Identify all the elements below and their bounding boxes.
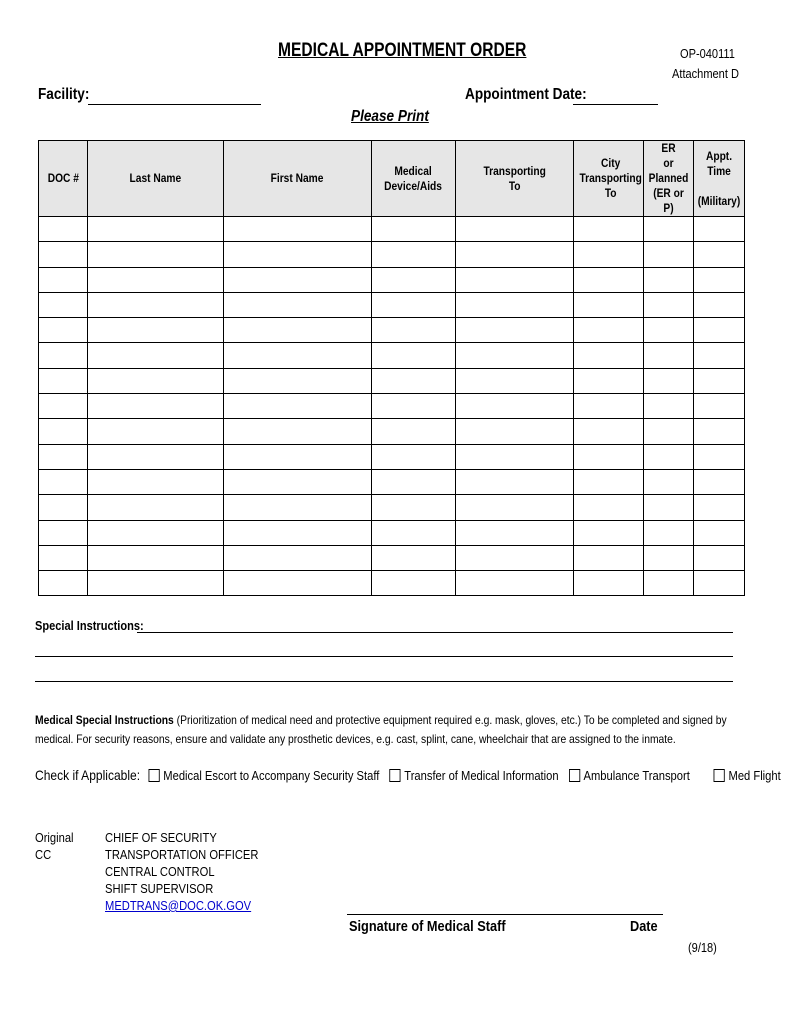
transfer-info-checkbox[interactable] <box>390 769 401 782</box>
table-cell[interactable] <box>39 242 88 267</box>
table-cell[interactable] <box>372 520 456 545</box>
check-if-applicable <box>35 767 786 783</box>
please-print-note: Please Print <box>351 108 429 125</box>
table-cell[interactable] <box>88 217 224 242</box>
table-cell[interactable] <box>456 368 574 393</box>
attachment-label: Attachment D <box>672 66 739 81</box>
table-cell[interactable] <box>372 394 456 419</box>
table-cell[interactable] <box>574 267 644 292</box>
recipient-chief-security: CHIEF OF SECURITY <box>105 830 217 845</box>
table-cell[interactable] <box>372 571 456 596</box>
table-row <box>39 292 745 317</box>
table-cell[interactable] <box>88 571 224 596</box>
medical-special-instructions <box>35 711 740 749</box>
special-instructions-line-3[interactable] <box>35 681 733 682</box>
table-cell[interactable] <box>224 242 372 267</box>
table-cell[interactable] <box>574 495 644 520</box>
table-row <box>39 267 745 292</box>
med-flight-label: Med Flight <box>728 767 781 783</box>
table-cell[interactable] <box>644 217 694 242</box>
table-cell[interactable] <box>694 394 745 419</box>
table-cell[interactable] <box>694 267 745 292</box>
col-medical-device: Medical Device/Aids <box>372 141 456 217</box>
table-cell[interactable] <box>88 520 224 545</box>
table-cell[interactable] <box>372 469 456 494</box>
recipient-central-control: CENTRAL CONTROL <box>105 864 215 879</box>
table-cell[interactable] <box>224 520 372 545</box>
table-cell[interactable] <box>456 394 574 419</box>
table-cell[interactable] <box>694 571 745 596</box>
revision-label: (9/18) <box>688 940 717 955</box>
col-transporting-to: Transporting To <box>456 141 574 217</box>
table-row <box>39 545 745 570</box>
table-cell[interactable] <box>574 444 644 469</box>
table-cell[interactable] <box>694 469 745 494</box>
col-doc-number: DOC # <box>39 141 88 217</box>
table-row <box>39 495 745 520</box>
table-cell[interactable] <box>644 495 694 520</box>
table-cell[interactable] <box>644 368 694 393</box>
facility-label: Facility: <box>38 86 90 103</box>
table-cell[interactable] <box>644 571 694 596</box>
table-cell[interactable] <box>694 292 745 317</box>
special-instructions-label: Special Instructions: <box>35 618 144 633</box>
appointment-date-label: Appointment Date: <box>465 86 587 103</box>
table-cell[interactable] <box>644 267 694 292</box>
table-cell[interactable] <box>39 419 88 444</box>
table-cell[interactable] <box>644 469 694 494</box>
table-cell[interactable] <box>39 318 88 343</box>
table-cell[interactable] <box>224 267 372 292</box>
table-row <box>39 318 745 343</box>
table-cell[interactable] <box>372 419 456 444</box>
table-cell[interactable] <box>224 318 372 343</box>
table-cell[interactable] <box>88 469 224 494</box>
table-cell[interactable] <box>694 368 745 393</box>
table-cell[interactable] <box>372 343 456 368</box>
table-cell[interactable] <box>372 368 456 393</box>
table-row <box>39 419 745 444</box>
table-row <box>39 343 745 368</box>
table-cell[interactable] <box>224 368 372 393</box>
table-cell[interactable] <box>456 217 574 242</box>
table-cell[interactable] <box>456 469 574 494</box>
table-cell[interactable] <box>456 292 574 317</box>
table-cell[interactable] <box>224 469 372 494</box>
table-cell[interactable] <box>644 520 694 545</box>
table-cell[interactable] <box>694 520 745 545</box>
table-cell[interactable] <box>456 545 574 570</box>
table-row <box>39 394 745 419</box>
table-cell[interactable] <box>574 343 644 368</box>
facility-field[interactable] <box>88 104 261 105</box>
table-cell[interactable] <box>372 242 456 267</box>
table-cell[interactable] <box>88 394 224 419</box>
table-cell[interactable] <box>88 242 224 267</box>
table-cell[interactable] <box>224 545 372 570</box>
table-cell[interactable] <box>644 419 694 444</box>
table-cell[interactable] <box>644 343 694 368</box>
table-cell[interactable] <box>574 368 644 393</box>
table-cell[interactable] <box>694 495 745 520</box>
original-label: Original <box>35 830 74 845</box>
special-instructions-line-2[interactable] <box>35 656 733 657</box>
table-cell[interactable] <box>456 444 574 469</box>
transfer-info-label: Transfer of Medical Information <box>404 767 559 783</box>
table-cell[interactable] <box>456 267 574 292</box>
table-cell[interactable] <box>372 495 456 520</box>
table-cell[interactable] <box>456 419 574 444</box>
table-cell[interactable] <box>39 495 88 520</box>
table-cell[interactable] <box>88 419 224 444</box>
ambulance-label: Ambulance Transport <box>583 767 690 783</box>
table-cell[interactable] <box>224 495 372 520</box>
table-cell[interactable] <box>88 292 224 317</box>
table-cell[interactable] <box>372 318 456 343</box>
appointment-date-field[interactable] <box>573 104 658 105</box>
table-cell[interactable] <box>574 571 644 596</box>
table-cell[interactable] <box>456 571 574 596</box>
check-label: Check if Applicable: <box>35 767 141 783</box>
table-cell[interactable] <box>39 292 88 317</box>
table-cell[interactable] <box>574 292 644 317</box>
table-cell[interactable] <box>88 267 224 292</box>
col-er-or-planned: ER or Planned (ER or P) <box>644 141 694 217</box>
table-cell[interactable] <box>88 444 224 469</box>
table-cell[interactable] <box>694 545 745 570</box>
table-cell[interactable] <box>224 217 372 242</box>
table-cell[interactable] <box>574 545 644 570</box>
table-cell[interactable] <box>694 318 745 343</box>
table-cell[interactable] <box>224 571 372 596</box>
table-row <box>39 571 745 596</box>
medical-special-text: (Prioritization of medical need and protective equipment required e.g. mask, gloves, etc.) To be completed and signed by medical. For security reasons, ensure and validate any prosthetic devices, e.g. cast, splint, cane, wheelchair that are assigned to the inmate. <box>35 713 727 746</box>
col-appt-time: Appt. Time (Military) <box>694 141 745 217</box>
medical-escort-checkbox[interactable] <box>149 769 160 782</box>
table-row <box>39 242 745 267</box>
table-header-row <box>39 141 745 217</box>
signature-label: Signature of Medical Staff <box>349 918 506 935</box>
table-cell[interactable] <box>88 318 224 343</box>
table-cell[interactable] <box>694 343 745 368</box>
table-cell[interactable] <box>224 419 372 444</box>
table-cell[interactable] <box>224 292 372 317</box>
table-row <box>39 520 745 545</box>
medtrans-email-link[interactable]: MEDTRANS@DOC.OK.GOV <box>105 898 252 913</box>
table-cell[interactable] <box>456 343 574 368</box>
appointment-table <box>38 140 745 596</box>
cc-label: CC <box>35 847 52 862</box>
table-cell[interactable] <box>224 343 372 368</box>
table-cell[interactable] <box>694 419 745 444</box>
table-cell[interactable] <box>39 469 88 494</box>
ambulance-checkbox[interactable] <box>569 769 580 782</box>
table-cell[interactable] <box>39 267 88 292</box>
table-cell[interactable] <box>39 571 88 596</box>
recipient-shift-supervisor: SHIFT SUPERVISOR <box>105 881 214 896</box>
table-row <box>39 217 745 242</box>
table-cell[interactable] <box>644 292 694 317</box>
table-row <box>39 469 745 494</box>
table-cell[interactable] <box>372 267 456 292</box>
table-cell[interactable] <box>372 444 456 469</box>
table-cell[interactable] <box>574 520 644 545</box>
table-cell[interactable] <box>644 394 694 419</box>
table-cell[interactable] <box>224 394 372 419</box>
table-cell[interactable] <box>88 368 224 393</box>
col-last-name: Last Name <box>88 141 224 217</box>
col-city: City Transporting To <box>574 141 644 217</box>
table-cell[interactable] <box>372 217 456 242</box>
table-cell[interactable] <box>372 292 456 317</box>
med-flight-checkbox[interactable] <box>714 769 725 782</box>
table-cell[interactable] <box>644 444 694 469</box>
recipient-transportation: TRANSPORTATION OFFICER <box>105 847 259 862</box>
medical-special-label: Medical Special Instructions <box>35 713 174 727</box>
table-cell[interactable] <box>456 242 574 267</box>
form-code: OP-040111 <box>680 46 735 61</box>
table-row <box>39 444 745 469</box>
table-cell[interactable] <box>456 495 574 520</box>
table-cell[interactable] <box>88 495 224 520</box>
table-cell[interactable] <box>88 545 224 570</box>
table-cell[interactable] <box>224 444 372 469</box>
table-cell[interactable] <box>39 520 88 545</box>
table-cell[interactable] <box>39 343 88 368</box>
signature-line[interactable] <box>347 914 663 915</box>
table-cell[interactable] <box>456 318 574 343</box>
table-cell[interactable] <box>644 242 694 267</box>
table-cell[interactable] <box>574 318 644 343</box>
table-cell[interactable] <box>574 217 644 242</box>
table-row <box>39 368 745 393</box>
distribution-recipients <box>105 829 258 914</box>
distribution-labels <box>35 829 74 863</box>
table-cell[interactable] <box>39 394 88 419</box>
table-cell[interactable] <box>574 419 644 444</box>
table-cell[interactable] <box>574 469 644 494</box>
table-cell[interactable] <box>694 444 745 469</box>
table-cell[interactable] <box>88 343 224 368</box>
table-cell[interactable] <box>39 444 88 469</box>
col-first-name: First Name <box>224 141 372 217</box>
table-cell[interactable] <box>456 520 574 545</box>
special-instructions-line-1[interactable] <box>137 632 733 633</box>
table-cell[interactable] <box>694 217 745 242</box>
table-cell[interactable] <box>574 394 644 419</box>
table-cell[interactable] <box>39 368 88 393</box>
table-cell[interactable] <box>644 318 694 343</box>
form-title: MEDICAL APPOINTMENT ORDER <box>278 40 527 61</box>
table-cell[interactable] <box>372 545 456 570</box>
table-cell[interactable] <box>39 545 88 570</box>
date-label: Date <box>630 918 658 935</box>
table-cell[interactable] <box>644 545 694 570</box>
table-cell[interactable] <box>574 242 644 267</box>
medical-escort-label: Medical Escort to Accompany Security Staff <box>163 767 380 783</box>
table-cell[interactable] <box>694 242 745 267</box>
table-cell[interactable] <box>39 217 88 242</box>
